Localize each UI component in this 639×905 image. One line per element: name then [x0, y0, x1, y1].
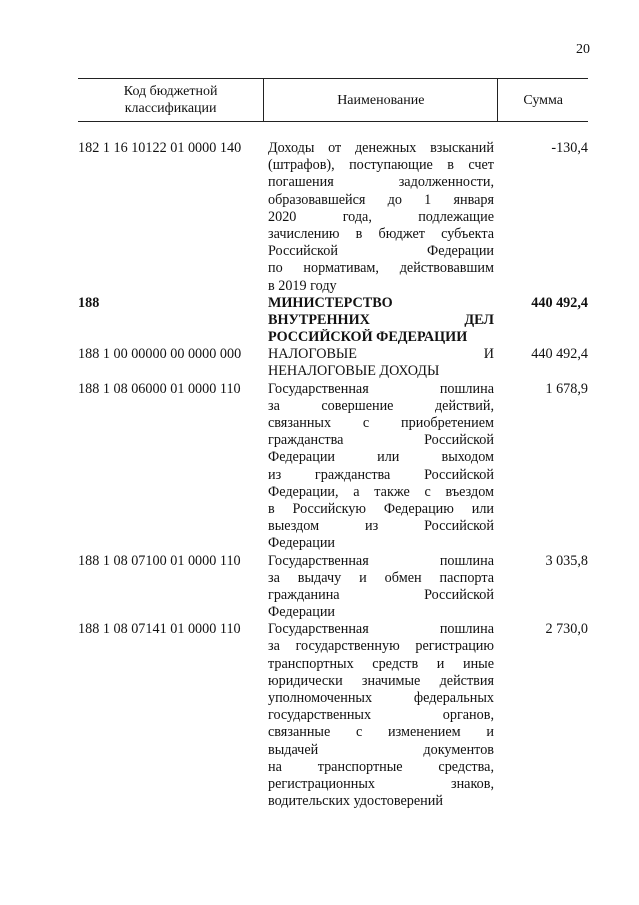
header-code-label-line2: классификации [124, 101, 217, 116]
item-name-line: государственных органов, [268, 707, 494, 724]
item-name [268, 346, 494, 380]
item-sum: -130,4 [551, 140, 588, 156]
table-body [78, 140, 588, 810]
header-sum-column: Сумма [523, 92, 563, 108]
page-number: 20 [576, 42, 590, 57]
item-name-line: выездом из Российской [268, 518, 494, 535]
item-name-line: на транспортные средства, [268, 758, 494, 775]
item-name-line: Федерации или выходом [268, 449, 494, 466]
header-code-column [78, 79, 264, 121]
item-name-line: связанных с приобретением [268, 415, 494, 431]
item-name-line: за совершение действий, [268, 397, 494, 414]
item-name-line: Доходы от денежных взысканий [268, 140, 494, 156]
item-name-line: Государственная пошлина [268, 621, 494, 638]
item-name [268, 621, 494, 810]
item-name-line: Федерации, а также с въездом [268, 483, 494, 500]
item-name-line: гражданина Российской [268, 586, 494, 603]
item-name-line: погашения задолженности, [268, 174, 494, 191]
item-name [268, 381, 494, 553]
item-name-line: (штрафов), поступающие в счет [268, 157, 494, 174]
item-name-line: за государственную регистрацию [268, 638, 494, 655]
table-row [78, 553, 588, 622]
item-name-line: 2020 года, подлежащие [268, 208, 494, 225]
item-name [268, 295, 494, 347]
item-name-line: выдачей документов [268, 741, 494, 758]
header-code-label-line1: Код бюджетной [123, 84, 218, 99]
table-header [78, 78, 588, 122]
item-name-line: за выдачу и обмен паспорта [268, 569, 494, 586]
item-sum: 2 730,0 [545, 621, 588, 638]
item-name-line: зачислению в бюджет субъекта [268, 225, 494, 242]
item-name-line: Российской Федерации [268, 243, 494, 260]
item-name-line: транспортных средств и иные [268, 655, 494, 672]
item-name-line: РОССИЙСКОЙ ФЕДЕРАЦИИ [268, 329, 468, 346]
item-sum: 440 492,4 [531, 346, 588, 363]
item-name-line: ВНУТРЕННИХ ДЕЛ [268, 311, 494, 328]
item-name-line: НЕНАЛОГОВЫЕ ДОХОДЫ [268, 363, 440, 380]
item-name-line: водительских удостоверений [268, 793, 443, 810]
item-name-line: уполномоченных федеральных [268, 690, 494, 706]
budget-code: 188 1 00 00000 00 0000 000 [78, 346, 242, 363]
item-name-line: образовавшейся до 1 января [268, 191, 494, 208]
budget-code: 182 1 16 10122 01 0000 140 [78, 140, 242, 156]
table-row [78, 381, 588, 553]
item-name [268, 553, 494, 622]
item-sum: 3 035,8 [545, 552, 588, 569]
item-name-line: Государственная пошлина [268, 380, 494, 397]
header-name-column: Наименование [264, 79, 498, 121]
item-name-line: по нормативам, действовавшим [268, 260, 494, 277]
budget-code: 188 1 08 07100 01 0000 110 [78, 552, 241, 569]
budget-code: 188 1 08 06000 01 0000 110 [78, 380, 241, 397]
table-row [78, 346, 588, 380]
item-name-line: в 2019 году [268, 277, 337, 294]
item-name-line: юридически значимые действия [268, 672, 494, 689]
item-name-line: Государственная пошлина [268, 552, 494, 569]
table-row [78, 140, 588, 295]
item-name-line: НАЛОГОВЫЕ И [268, 346, 494, 363]
item-name-line: Федерации [268, 604, 336, 621]
item-name-line: Федерации [268, 535, 336, 552]
item-name-line: МИНИСТЕРСТВО [268, 294, 393, 311]
item-name-line: из гражданства Российской [268, 466, 494, 483]
item-sum: 1 678,9 [545, 380, 588, 397]
budget-code: 188 [78, 294, 100, 311]
item-name-line: связанные с изменением и [268, 724, 494, 741]
item-name-line: гражданства Российской [268, 432, 494, 449]
item-name-line: регистрационных знаков, [268, 775, 494, 792]
budget-code: 188 1 08 07141 01 0000 110 [78, 621, 241, 638]
item-sum: 440 492,4 [531, 294, 588, 311]
item-name [268, 140, 494, 295]
table-row [78, 295, 588, 347]
item-name-line: в Российскую Федерацию или [268, 500, 494, 517]
table-row [78, 621, 588, 810]
